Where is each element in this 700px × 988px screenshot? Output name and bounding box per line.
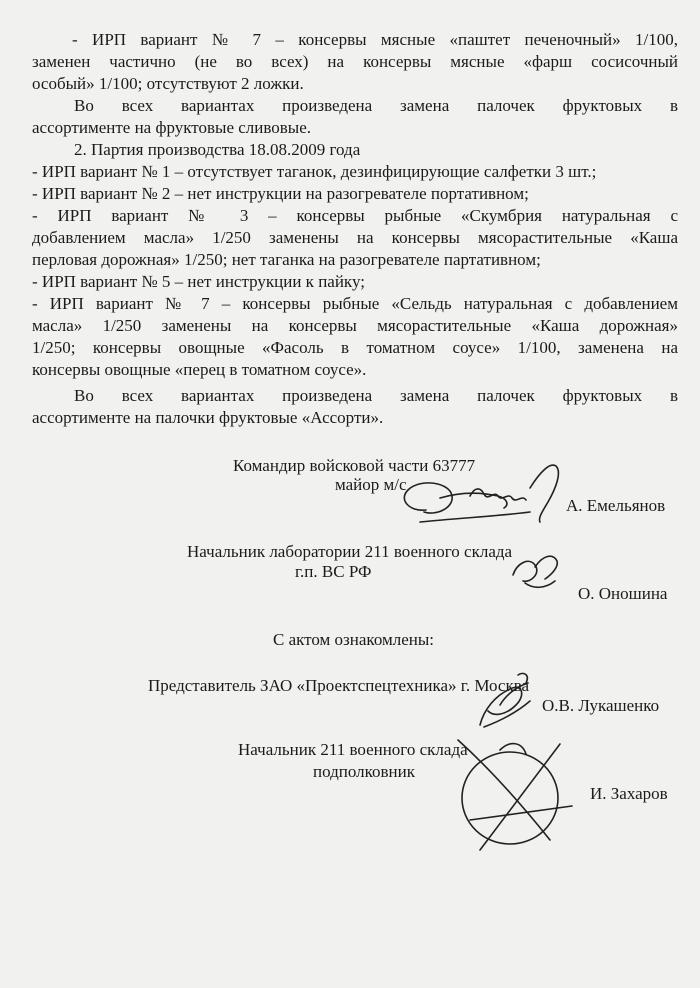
lab-title: Начальник лаборатории 211 военного склада [187, 542, 513, 561]
commander-title: Командир войсковой части 63777 [233, 456, 476, 475]
batch-item-4: - ИРП вариант № 5 – нет инструкции к пайку; [32, 272, 365, 291]
representative-name: О.В. Лукашенко [542, 696, 660, 715]
commander-rank: майор м/с [335, 475, 407, 494]
item-variant7-line1: - ИРП вариант № 7 – консервы мясные «паштет печеночный» 1/100, [72, 30, 678, 49]
batch-item-3-line3: перловая дорожная» 1/250; нет таганка на разогревателе партативном; [32, 250, 541, 269]
chief-name: И. Захаров [590, 784, 668, 803]
lab-signature-icon [505, 545, 575, 595]
paragraph-replacement-line1: Во всех вариантах произведена замена палочек фруктовых в [74, 96, 678, 115]
acquainted-heading: С актом ознакомлены: [273, 630, 435, 649]
batch-item-2: - ИРП вариант № 2 – нет инструкции на разогревателе портативном; [32, 184, 529, 203]
chief-title: Начальник 211 военного склада [238, 740, 468, 759]
paragraph-replacement-line2: ассортименте на фруктовые сливовые. [32, 118, 312, 137]
chief-signature-icon [440, 720, 590, 870]
batch-heading: 2. Партия производства 18.08.2009 года [74, 140, 361, 159]
batch-item-1: - ИРП вариант № 1 – отсутствует таганок, дезинфицирующие салфетки 3 шт.; [32, 162, 597, 181]
chief-rank: подполковник [313, 762, 415, 781]
commander-signature-icon [380, 452, 580, 542]
batch-item-5-line4: консервы овощные «перец в томатном соусе». [32, 360, 367, 379]
item-variant7-line2: заменен частично (не во всех) на консервы мясные «фарш сосисочный [32, 52, 678, 71]
lab-rank: г.п. ВС РФ [295, 562, 372, 581]
paragraph-replacement2-line2: ассортименте на палочки фруктовые «Ассорти». [32, 408, 384, 427]
lab-name: О. Оношина [578, 584, 668, 603]
batch-item-5-line3: 1/250; консервы овощные «Фасоль в томатном соусе» 1/100, заменена на [32, 338, 678, 357]
batch-item-3-line2: добавлением масла» 1/250 заменены на консервы мясорастительные «Каша [32, 228, 678, 247]
batch-item-5-line1: - ИРП вариант № 7 – консервы рыбные «Сельдь натуральная с добавлением [32, 294, 678, 313]
batch-item-3-line1: - ИРП вариант № 3 – консервы рыбные «Скумбрия натуральная с [32, 206, 678, 225]
batch-item-5-line2: масла» 1/250 заменены на консервы мясорастительные «Каша дорожная» [32, 316, 678, 335]
paragraph-replacement2-line1: Во всех вариантах произведена замена палочек фруктовых в [74, 386, 678, 405]
commander-name: А. Емельянов [566, 496, 666, 515]
representative-title: Представитель ЗАО «Проектспецтехника» г. Москва [148, 676, 530, 695]
item-variant7-line3: особый» 1/100; отсутствуют 2 ложки. [32, 74, 304, 93]
